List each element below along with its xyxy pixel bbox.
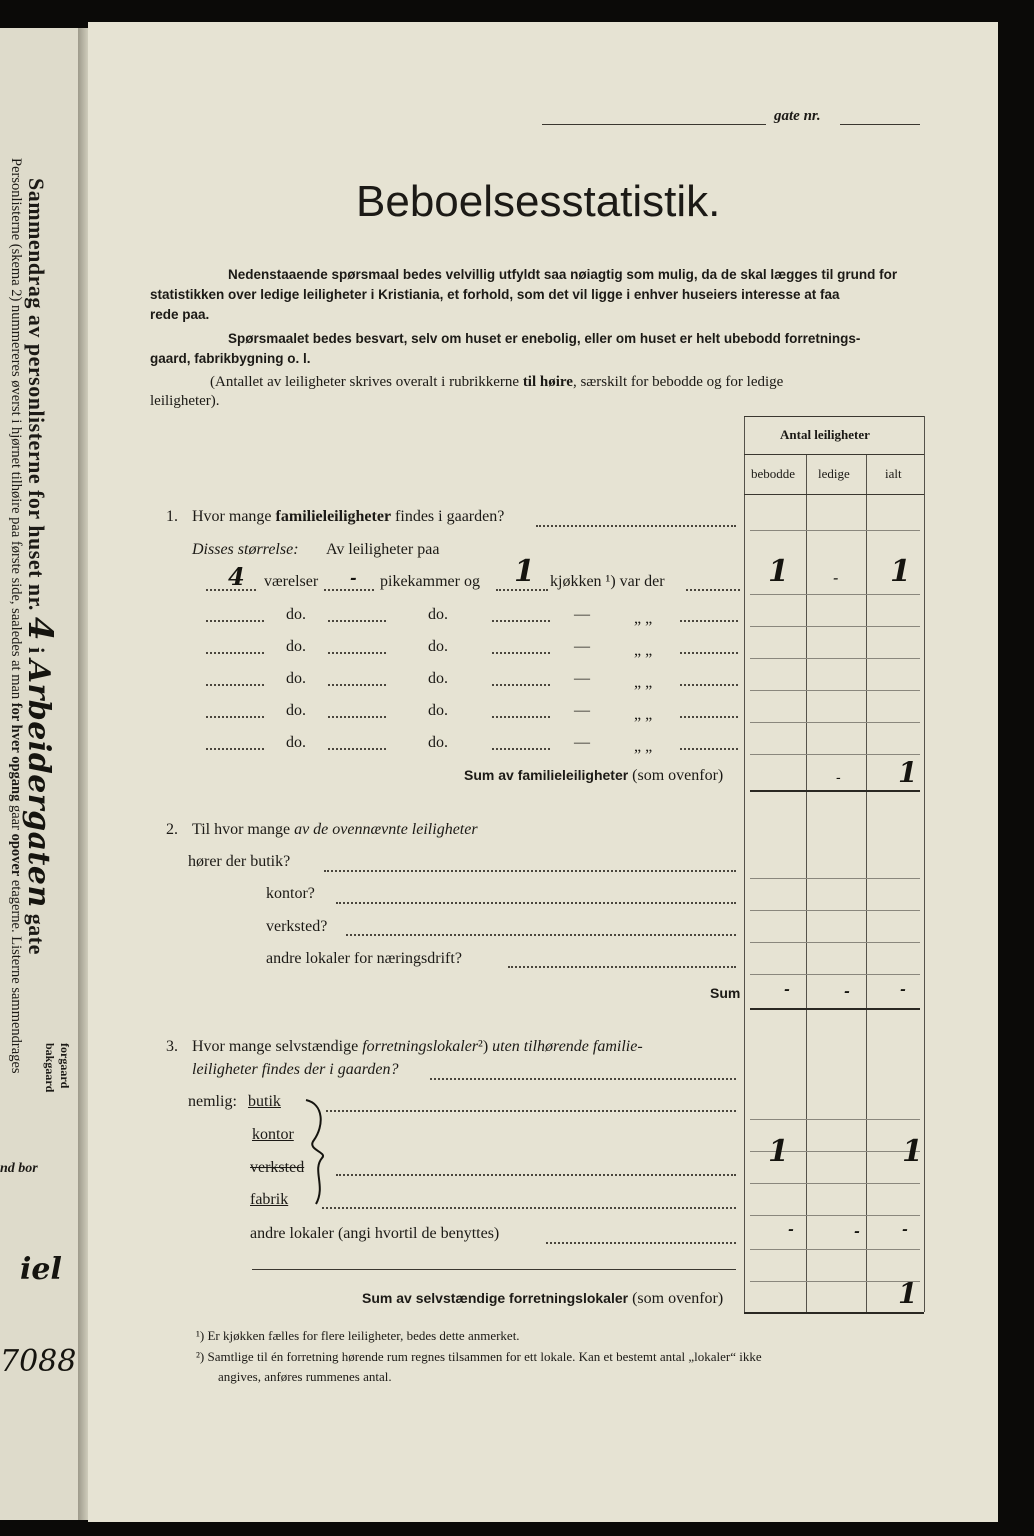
row-rule <box>750 754 920 755</box>
ditto-dash: — <box>574 606 590 623</box>
maids-room-word: pikekammer og <box>380 573 480 590</box>
form-page <box>88 22 998 1522</box>
ditto-marks: „ „ <box>634 610 653 627</box>
curly-brace-mark <box>302 1094 336 1212</box>
ditto-do: do. <box>286 606 306 623</box>
q2-number: 2. <box>166 821 178 838</box>
ditto-rooms-field[interactable] <box>206 652 264 654</box>
intro-p1-l3: rede paa. <box>150 307 210 322</box>
q3-sum-ialt: 1 <box>898 1277 918 1310</box>
row-rule <box>750 626 920 627</box>
book-spine <box>78 28 88 1520</box>
q1-answer-ialt: 1 <box>890 554 911 589</box>
table-border-right <box>924 416 925 1312</box>
row-rule <box>750 878 920 879</box>
page-title: Beboelsesstatistik. <box>356 177 721 226</box>
q2-question: Til hvor mange av de ovennævnte leiligheter <box>192 821 478 838</box>
q1-sizes-label: Disses størrelse: <box>192 541 299 558</box>
ditto-do: do. <box>428 702 448 719</box>
q3-andre-bebodde: - <box>788 1222 794 1238</box>
gate-line <box>542 124 766 125</box>
col-header-bebodde: bebodde <box>751 466 796 481</box>
ditto-kitchen-field[interactable] <box>492 716 550 718</box>
row-rule <box>750 910 920 911</box>
ditto-dash: — <box>574 638 590 655</box>
intro-p2-l1: Spørsmaalet bedes besvart, selv om huset er enebolig, eller om huset er helt ubebodd forretnings- <box>228 331 861 346</box>
q3-leader <box>336 1174 736 1176</box>
q3-nemlig: nemlig: <box>188 1093 237 1110</box>
intro-p2-l2: gaard, fabrikbygning o. l. <box>150 351 311 366</box>
ditto-kitchen-field[interactable] <box>492 684 550 686</box>
ditto-leader <box>680 748 738 750</box>
row-rule <box>750 942 920 943</box>
margin-stamp-number: 7088 <box>0 1344 77 1379</box>
sum-rule <box>750 790 920 792</box>
kitchen-word: kjøkken ¹) var der <box>550 573 665 590</box>
q3-andre-ialt: - <box>902 1222 908 1238</box>
q3-sum-label: Sum av selvstændige forretningslokaler (som ovenfor) <box>362 1290 724 1307</box>
ditto-dash: — <box>574 702 590 719</box>
ditto-leader <box>680 652 738 654</box>
ditto-marks: „ „ <box>634 706 653 723</box>
q1-number: 1. <box>166 508 178 525</box>
q3-leader <box>430 1078 736 1080</box>
margin-forgaard: forgaard bakgaard <box>43 1043 72 1093</box>
col-header-ialt: ialt <box>885 466 902 481</box>
margin-nd-bor: nd bor <box>0 1161 38 1176</box>
ditto-kitchen-field[interactable] <box>492 652 550 654</box>
ditto-maids-field[interactable] <box>328 684 386 686</box>
q2-item-kontor: kontor? <box>266 885 315 902</box>
table-header-group: Antal leiligheter <box>780 427 870 442</box>
row-rule <box>750 1119 920 1120</box>
q1-question: Hvor mange familieleiligheter findes i gaarden? <box>192 508 505 525</box>
q2-item-verksted: verksted? <box>266 918 328 935</box>
footnote-2-l2: angives, anføres rummenes antal. <box>218 1369 392 1384</box>
q1-sum-label: Sum av familieleiligheter (som ovenfor) <box>464 767 724 784</box>
ditto-do: do. <box>428 606 448 623</box>
q3-question-l1: Hvor mange selvstændige forretningslokaler²) uten tilhørende familie- <box>192 1038 643 1055</box>
ditto-leader <box>680 620 738 622</box>
ditto-rooms-field[interactable] <box>206 748 264 750</box>
rooms-word: værelser <box>264 573 319 590</box>
footnote-1: ¹) Er kjøkken fælles for flere leiligheter, bedes dette anmerket. <box>196 1328 520 1343</box>
ditto-do: do. <box>286 670 306 687</box>
ditto-do: do. <box>286 734 306 751</box>
intro-p1-l1: Nedenstaaende spørsmaal bedes velvillig utfyldt saa nøiagtig som mulig, da de skal lægges til grund for <box>228 267 898 282</box>
rooms-value: 4 <box>228 562 245 591</box>
ditto-marks: „ „ <box>634 674 653 691</box>
table-top <box>744 416 924 417</box>
intro-p3-l2: leiligheter). <box>150 393 220 409</box>
ditto-kitchen-field[interactable] <box>492 748 550 750</box>
ditto-leader <box>680 684 738 686</box>
ditto-marks: „ „ <box>634 642 653 659</box>
row-rule <box>750 1183 920 1184</box>
q3-answer-bebodde: 1 <box>768 1134 789 1169</box>
q2-sum-label: Sum <box>710 985 741 1001</box>
q3-question-l2: leiligheter findes der i gaarden? <box>192 1061 399 1078</box>
ditto-maids-field[interactable] <box>328 748 386 750</box>
ditto-maids-field[interactable] <box>328 620 386 622</box>
q3-item-butik: butik <box>248 1093 281 1110</box>
gate-line-right <box>840 124 920 125</box>
q3-leader <box>546 1242 736 1244</box>
q1-leader <box>536 525 736 527</box>
q3-answer-ialt: 1 <box>902 1134 923 1169</box>
ditto-rooms-field[interactable] <box>206 716 264 718</box>
footnote-2-l1: ²) Samtlige til én forretning hørende rum regnes tilsammen for ett lokale. Kan et bestemt antal „lokaler“ ikke <box>196 1349 762 1364</box>
ditto-marks: „ „ <box>634 738 653 755</box>
q2-sum-ialt: - <box>900 982 906 998</box>
table-header-rule <box>744 494 924 495</box>
margin-instruction-line: Personlisterne (skema 2) nummereres øverst i hjørnet tilhøire paa første side, saaledes at man for hver opgang gaar opover etagerne. Listerne sammendrages <box>8 158 24 1074</box>
row-rule <box>750 594 920 595</box>
q3-item-fabrik: fabrik <box>250 1191 289 1208</box>
q3-item-verksted: verksted <box>250 1159 305 1176</box>
q3-item-kontor: kontor <box>252 1126 294 1143</box>
table-group-rule <box>744 454 924 455</box>
row-rule <box>750 1281 920 1282</box>
row-rule <box>750 530 920 531</box>
margin-summary-line: Sammendrag av personlisterne for huset nr. 4 i Arbeidergaten gate <box>20 178 60 955</box>
q2-item-andre: andre lokaler for næringsdrift? <box>266 950 462 967</box>
ditto-dash: — <box>574 670 590 687</box>
q1-sizes-text: Av leiligheter paa <box>326 541 440 558</box>
table-bottom <box>744 1312 924 1314</box>
col-header-ledige: ledige <box>818 466 850 481</box>
ditto-do: do. <box>286 702 306 719</box>
q2-leader <box>508 966 736 968</box>
ditto-rooms-field[interactable] <box>206 620 264 622</box>
intro-p1-l2: statistikken over ledige leiligheter i Kristiania, et forhold, som det vil ligge i enhver huseiers interesse at faa <box>150 287 840 302</box>
q1-answer-ledige: - <box>833 568 839 587</box>
ditto-do: do. <box>428 670 448 687</box>
row-rule <box>750 722 920 723</box>
ditto-maids-field[interactable] <box>328 652 386 654</box>
intro-p3-l1: (Antallet av leiligheter skrives overalt i rubrikkerne til høire, særskilt for bebodde og for ledige <box>210 374 784 390</box>
q1-sum-ledige: - <box>836 770 841 786</box>
q3-leader <box>326 1110 736 1112</box>
q2-leader <box>324 870 736 872</box>
row-rule <box>750 974 920 975</box>
row-rule <box>750 1249 920 1250</box>
kitchen-value: 1 <box>514 554 535 589</box>
kitchen-field[interactable] <box>496 589 548 591</box>
q3-andre-ledige: - <box>854 1224 860 1240</box>
sum-rule <box>750 1008 920 1010</box>
gate-nr-label: gate nr. <box>774 108 821 124</box>
margin-sheet <box>0 28 78 1520</box>
ditto-maids-field[interactable] <box>328 716 386 718</box>
row-rule <box>750 690 920 691</box>
q1-answer-bebodde: 1 <box>768 554 789 589</box>
q1-sum-ialt: 1 <box>898 756 918 789</box>
ditto-kitchen-field[interactable] <box>492 620 550 622</box>
q3-andre-underline <box>252 1269 736 1270</box>
kitchen-leader <box>686 589 740 591</box>
q3-leader <box>322 1207 736 1209</box>
ditto-do: do. <box>286 638 306 655</box>
q2-sum-bebodde: - <box>784 982 790 998</box>
ditto-leader <box>680 716 738 718</box>
q3-number: 3. <box>166 1038 178 1055</box>
q3-andre-lokaler: andre lokaler (angi hvortil de benyttes) <box>250 1225 500 1242</box>
ditto-do: do. <box>428 734 448 751</box>
q2-leader <box>346 934 736 936</box>
maids-room-value: - <box>350 568 357 587</box>
q2-sum-ledige: - <box>844 984 850 1000</box>
row-rule <box>750 1215 920 1216</box>
table-border-left <box>744 416 745 1312</box>
ditto-dash: — <box>574 734 590 751</box>
ditto-do: do. <box>428 638 448 655</box>
row-rule <box>750 658 920 659</box>
q2-item-butik: hører der butik? <box>188 853 291 870</box>
maids-room-field[interactable] <box>324 589 374 591</box>
ditto-rooms-field[interactable] <box>206 684 264 686</box>
q2-leader <box>336 902 736 904</box>
margin-handwriting: iel <box>20 1252 62 1287</box>
